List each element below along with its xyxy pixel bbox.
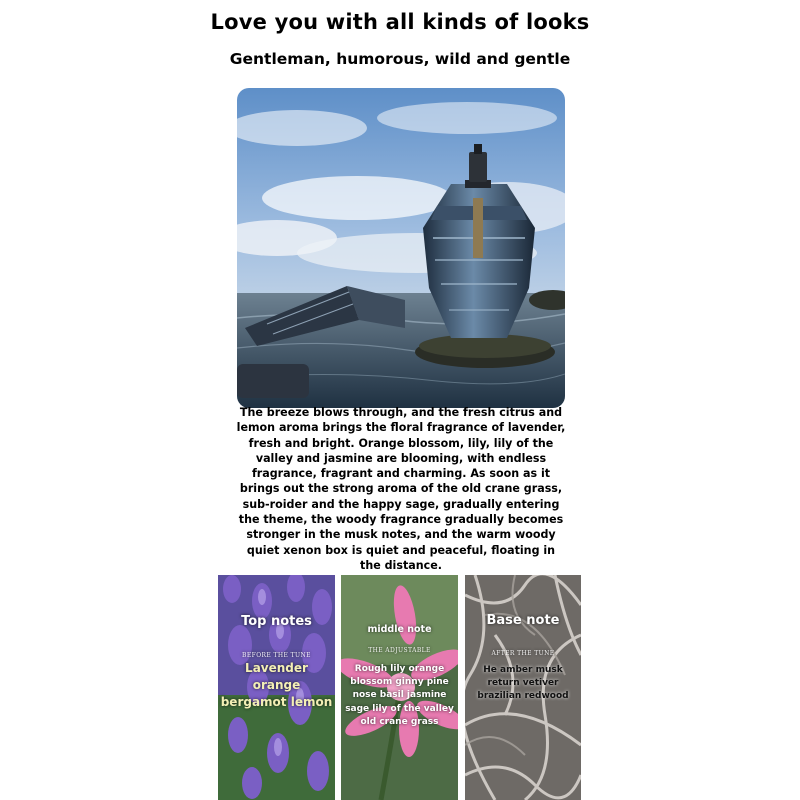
- fragrance-description: The breeze blows through, and the fresh citrus and lemon aroma brings the floral fragrance of lavender, fresh and bright. Orange blossom, lily, lily of the valley and jasmine are blooming, with endless fragrance, fragrant and charming. As soon as it brings out the strong aroma of the old crane grass, sub-roider and the happy sage, gradually entering the theme, the woody fragrance gradually becomes stronger in the musk notes, and the warm woody quiet xenon box is quiet and peaceful, floating in the distance.: [236, 406, 566, 572]
- page-title: Love you with all kinds of looks: [210, 10, 590, 34]
- middle-note-panel: [341, 575, 458, 800]
- middle-note-heading: middle note: [367, 624, 432, 635]
- base-note-list: He amber musk return vetiver brazilian redwood: [477, 665, 569, 701]
- base-note-panel: [465, 575, 581, 800]
- top-notes-subtitle: BEFORE THE TUNE: [242, 652, 311, 659]
- hero-perfume-image: [237, 88, 565, 408]
- middle-note-list: Rough lily orange blossom ginny pine nose basil jasmine sage lily of the valley old crane grass: [345, 664, 454, 727]
- top-notes-heading: Top notes: [241, 614, 312, 629]
- middle-note-subtitle: THE ADJUSTABLE: [368, 647, 431, 654]
- base-note-heading: Base note: [486, 613, 560, 628]
- page-subtitle: Gentleman, humorous, wild and gentle: [229, 50, 571, 68]
- base-note-subtitle: AFTER THE TUNE: [491, 650, 555, 657]
- top-notes-list: Lavender orange bergamot lemon: [220, 661, 333, 709]
- top-notes-panel: [218, 575, 335, 800]
